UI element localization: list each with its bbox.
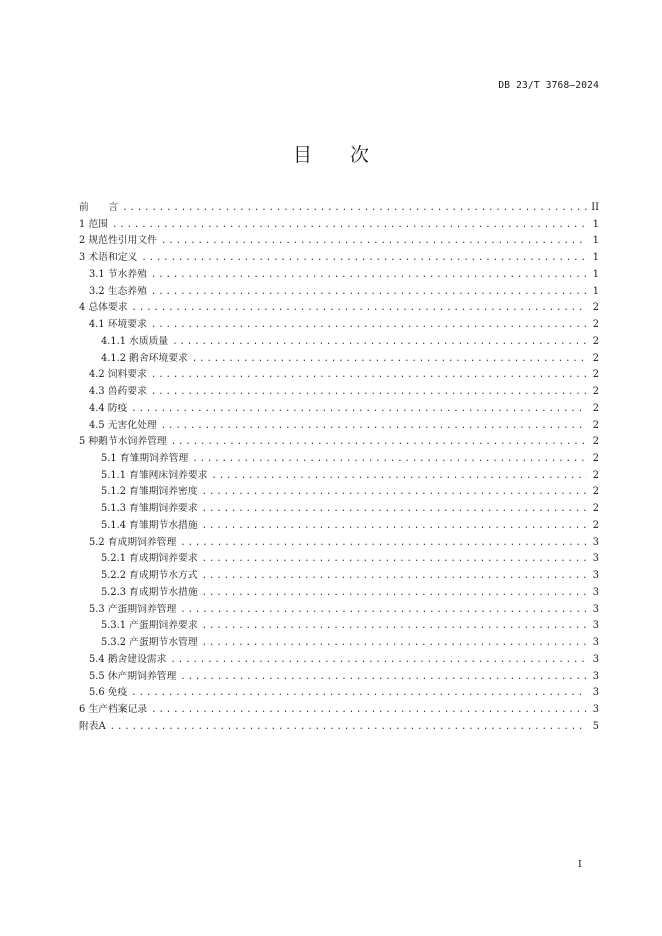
toc-entry-page: 2 [592, 319, 599, 331]
toc-entry-page: 3 [592, 553, 599, 565]
toc-entry[interactable] [79, 451, 599, 468]
toc-entry-label: 前 言 [79, 202, 119, 213]
toc-dot-leader [202, 484, 587, 501]
toc-entry-label: 3.2 生态养殖 [89, 285, 147, 297]
toc-entry-page: 3 [592, 637, 599, 649]
toc-entry[interactable] [79, 618, 599, 635]
toc-entry-page: 2 [592, 352, 599, 364]
toc-entry-page: 3 [592, 586, 599, 598]
toc-entry-page: 2 [592, 302, 599, 314]
toc-entry[interactable] [79, 685, 599, 702]
toc-entry[interactable] [79, 300, 599, 317]
toc-dot-leader [202, 501, 587, 518]
toc-dot-leader [112, 217, 587, 234]
toc-entry-label: 4.4 防疫 [89, 402, 128, 414]
toc-dot-leader [151, 267, 587, 284]
toc-dot-leader [202, 518, 587, 535]
toc-entry-label: 5.1.3 育雏期饲养要求 [101, 503, 198, 515]
toc-entry-page: 3 [592, 687, 599, 699]
toc-entry-label: 5.3 产蛋期饲养管理 [89, 603, 177, 615]
toc-entry-label: 5.2 育成期饲养管理 [89, 536, 177, 548]
toc-dot-leader [151, 317, 587, 334]
toc-entry[interactable] [79, 384, 599, 401]
toc-entry-label: 5.2.2 育成期节水方式 [101, 570, 198, 582]
toc-entry-page: 2 [592, 469, 599, 481]
toc-entry-page: 1 [592, 252, 599, 264]
toc-entry-page: 2 [592, 486, 599, 498]
toc-entry-label: 4.1.2 鹅舍环境要求 [101, 352, 188, 364]
toc-entry[interactable] [79, 501, 599, 518]
toc-entry-label: 4.1.1 水质质量 [101, 335, 169, 347]
toc-entry-page: 3 [592, 603, 599, 615]
toc-dot-leader [192, 451, 587, 468]
toc-entry[interactable] [79, 669, 599, 686]
toc-dot-leader [192, 351, 587, 368]
toc-entry[interactable] [79, 317, 599, 334]
toc-entry-label: 4 总体要求 [79, 302, 128, 314]
toc-entry-label: 5.3.1 产蛋期饲养要求 [101, 620, 198, 632]
toc-entry-page: 3 [592, 704, 599, 716]
toc-entry-label: 1 范围 [79, 218, 108, 230]
toc-entry-page: 2 [592, 335, 599, 347]
toc-dot-leader [151, 384, 587, 401]
toc-entry[interactable] [79, 434, 599, 451]
toc-entry-page: 1 [592, 285, 599, 297]
toc-entry[interactable] [79, 551, 599, 568]
toc-entry-page: 3 [592, 653, 599, 665]
toc-entry[interactable] [79, 568, 599, 585]
toc-dot-leader [161, 233, 587, 250]
toc-dot-leader [202, 551, 587, 568]
toc-entry-label: 3 术语和定义 [79, 252, 138, 264]
toc-entry-page: 2 [592, 386, 599, 398]
toc-entry-label: 5.6 免疫 [89, 687, 128, 699]
toc-entry-label: 5.1.2 育雏期饲养密度 [101, 486, 198, 498]
toc-dot-leader [202, 585, 587, 602]
toc-entry[interactable] [79, 484, 599, 501]
toc-entry-page: 3 [592, 570, 599, 582]
toc-dot-leader [172, 334, 587, 351]
toc-entry-page: 2 [592, 519, 599, 531]
toc-entry-label: 5.1 育雏期饲养管理 [101, 453, 189, 465]
toc-dot-leader [151, 284, 587, 301]
toc-dot-leader [180, 602, 587, 619]
toc-entry[interactable] [79, 635, 599, 652]
toc-entry-page: 1 [592, 235, 599, 247]
toc-dot-leader [171, 434, 587, 451]
toc-entry[interactable] [79, 334, 599, 351]
toc-entry[interactable] [79, 418, 599, 435]
toc-entry-page: 1 [592, 218, 599, 230]
toc-entry[interactable] [79, 284, 599, 301]
toc-entry-page: 2 [592, 436, 599, 448]
toc-dot-leader [110, 719, 587, 736]
document-code: DB 23/T 3768—2024 [498, 80, 599, 91]
toc-dot-leader [202, 568, 587, 585]
toc-entry-label: 4.5 无害化处理 [89, 419, 157, 431]
toc-dot-leader [180, 535, 587, 552]
toc-dot-leader [132, 300, 587, 317]
toc-dot-leader [180, 669, 587, 686]
toc-entry[interactable] [79, 585, 599, 602]
toc-entry[interactable] [79, 217, 599, 234]
toc-entry-page: 2 [592, 419, 599, 431]
toc-entry-label: 5.5 休产期饲养管理 [89, 670, 177, 682]
toc-entry[interactable] [79, 535, 599, 552]
toc-entry-label: 5.2.1 育成期饲养要求 [101, 553, 198, 565]
toc-dot-leader [202, 618, 587, 635]
toc-dot-leader [170, 652, 587, 669]
toc-dot-leader [122, 200, 587, 217]
toc-entry-page: II [591, 202, 599, 213]
toc-entry[interactable] [79, 518, 599, 535]
toc-dot-leader [202, 635, 587, 652]
toc-entry-label: 附表A [79, 720, 106, 732]
toc-dot-leader [211, 468, 587, 485]
page-number: I [578, 859, 582, 870]
page-title: 目 次 [292, 144, 369, 166]
toc-entry[interactable] [79, 719, 599, 736]
toc-entry-label: 3.1 节水养殖 [89, 268, 147, 280]
toc-entry[interactable] [79, 602, 599, 619]
toc-entry-page: 2 [592, 453, 599, 465]
toc-entry-label: 5.1.1 育雏网床饲养要求 [101, 469, 208, 481]
toc-dot-leader [151, 367, 587, 384]
toc-entry-page: 3 [592, 536, 599, 548]
toc-entry[interactable] [79, 652, 599, 669]
toc-entry[interactable] [79, 367, 599, 384]
toc-entry[interactable] [79, 702, 599, 719]
toc-entry[interactable] [79, 267, 599, 284]
toc-entry-label: 4.3 兽药要求 [89, 386, 147, 398]
toc-dot-leader [161, 418, 587, 435]
toc-entry-page: 2 [592, 503, 599, 515]
toc-entry-label: 5 种鹅节水饲养管理 [79, 436, 167, 448]
toc-entry-page: 3 [592, 620, 599, 632]
toc-entry-label: 6 生产档案记录 [79, 704, 148, 716]
toc-entry[interactable] [79, 468, 599, 485]
toc-entry-page: 3 [592, 670, 599, 682]
toc-entry-label: 2 规范性引用文件 [79, 235, 157, 247]
toc-dot-leader [131, 401, 587, 418]
toc-entry-label: 4.1 环境要求 [89, 319, 147, 331]
toc-entry-page: 2 [592, 369, 599, 381]
toc-dot-leader [141, 250, 587, 267]
toc-entry[interactable] [79, 200, 599, 217]
toc-dot-leader [151, 702, 587, 719]
toc-entry[interactable] [79, 233, 599, 250]
toc-entry[interactable] [79, 250, 599, 267]
toc-entry-label: 5.2.3 育成期节水措施 [101, 586, 198, 598]
toc-entry-label: 5.1.4 育雏期节水措施 [101, 519, 198, 531]
toc-entry-label: 4.2 饲料要求 [89, 369, 147, 381]
toc-entry[interactable] [79, 401, 599, 418]
table-of-contents [79, 200, 599, 736]
toc-entry-page: 5 [592, 720, 599, 732]
toc-entry[interactable] [79, 351, 599, 368]
toc-entry-label: 5.4 鹅舍建设需求 [89, 653, 167, 665]
toc-entry-label: 5.3.2 产蛋期节水管理 [101, 637, 198, 649]
toc-entry-page: 1 [592, 268, 599, 280]
toc-dot-leader [131, 685, 587, 702]
toc-entry-page: 2 [592, 402, 599, 414]
